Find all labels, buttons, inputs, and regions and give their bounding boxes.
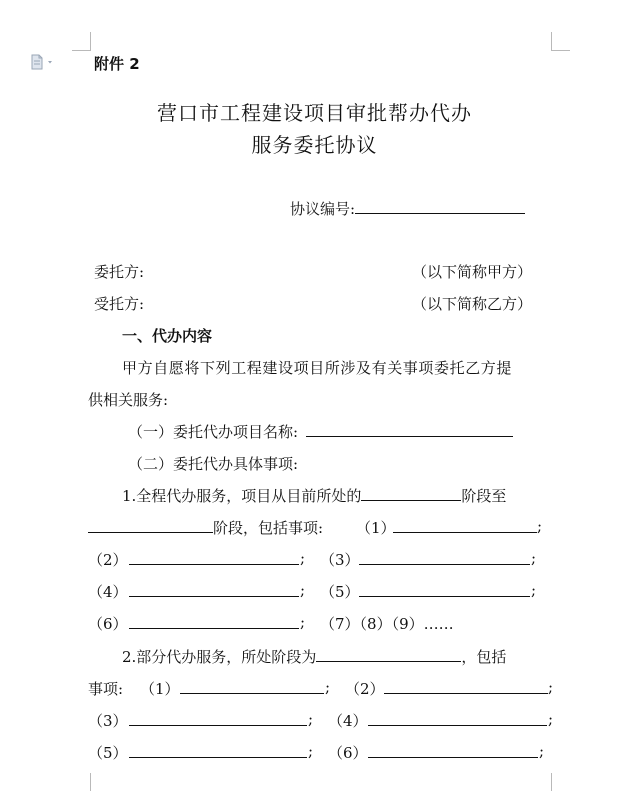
item-number: （5） bbox=[88, 744, 128, 762]
agreement-number-row bbox=[290, 198, 525, 219]
item-blank[interactable] bbox=[180, 678, 324, 694]
semicolon: ; bbox=[300, 549, 306, 567]
item-blank[interactable] bbox=[368, 710, 547, 726]
item-number: （3） bbox=[88, 712, 128, 730]
item-number: （6） bbox=[328, 744, 368, 762]
document-icon[interactable] bbox=[30, 54, 60, 70]
agreement-number-label: 协议编号: bbox=[290, 200, 356, 218]
item-number: （1） bbox=[356, 519, 396, 537]
item-numbers-continued: （7）（8）（9）…… bbox=[320, 615, 454, 633]
item-number: （3） bbox=[320, 551, 360, 569]
semicolon: ; bbox=[531, 549, 537, 567]
item-number: （2） bbox=[88, 551, 128, 569]
item-number: （4） bbox=[328, 712, 368, 730]
project-name-blank[interactable] bbox=[306, 421, 513, 437]
project-name-row bbox=[128, 421, 513, 442]
agent-label: 受托方: bbox=[94, 295, 145, 313]
item-blank[interactable] bbox=[129, 613, 299, 629]
semicolon: ; bbox=[537, 517, 543, 535]
document-title-line1: 营口市工程建设项目审批帮办代办 bbox=[157, 101, 472, 125]
semicolon: ; bbox=[531, 581, 537, 599]
partial-service-suffix: ，包括 bbox=[461, 648, 507, 666]
item-number: （1） bbox=[140, 680, 180, 698]
annex-label: 附件 2 bbox=[94, 55, 140, 73]
paragraph-line: 供相关服务: bbox=[88, 391, 169, 409]
specific-items-label: （二）委托代办具体事项: bbox=[128, 455, 299, 473]
full-service-stage-suffix: 阶段，包括事项: bbox=[213, 519, 324, 537]
item-blank[interactable] bbox=[129, 742, 307, 758]
agreement-number-blank[interactable] bbox=[355, 198, 525, 214]
document-title-line2: 服务委托协议 bbox=[251, 133, 378, 157]
semicolon: ; bbox=[539, 742, 545, 760]
page-corner-mark bbox=[551, 773, 570, 791]
project-name-label: （一）委托代办项目名称: bbox=[128, 423, 299, 441]
principal-label: 委托方: bbox=[94, 263, 145, 281]
item-number: （2） bbox=[345, 680, 385, 698]
agent-note: （以下简称乙方） bbox=[412, 295, 533, 313]
full-service-row bbox=[122, 485, 506, 506]
full-service-mid: 阶段至 bbox=[461, 487, 507, 505]
item-blank[interactable] bbox=[359, 581, 530, 597]
full-service-row bbox=[88, 517, 323, 538]
semicolon: ; bbox=[300, 581, 306, 599]
section-heading: 一、代办内容 bbox=[122, 327, 213, 345]
semicolon: ; bbox=[300, 613, 306, 631]
item-blank[interactable] bbox=[129, 581, 299, 597]
current-stage-blank[interactable] bbox=[361, 485, 461, 501]
semicolon: ; bbox=[325, 678, 331, 696]
partial-stage-blank[interactable] bbox=[316, 646, 461, 662]
page-corner-mark bbox=[72, 32, 91, 51]
principal-note: （以下简称甲方） bbox=[412, 263, 533, 281]
semicolon: ; bbox=[308, 742, 314, 760]
item-blank[interactable] bbox=[393, 517, 537, 533]
item-number: （4） bbox=[88, 583, 128, 601]
partial-items-label: 事项: bbox=[88, 680, 124, 698]
item-blank[interactable] bbox=[368, 742, 538, 758]
full-service-prefix: 1.全程代办服务，项目从目前所处的 bbox=[122, 487, 362, 505]
page-corner-mark bbox=[72, 773, 91, 791]
semicolon: ; bbox=[308, 710, 314, 728]
target-stage-blank[interactable] bbox=[88, 517, 213, 533]
item-blank[interactable] bbox=[384, 678, 548, 694]
partial-service-prefix: 2.部分代办服务，所处阶段为 bbox=[122, 648, 317, 666]
item-number: （6） bbox=[88, 615, 128, 633]
page-corner-mark bbox=[551, 32, 570, 51]
item-number: （5） bbox=[320, 583, 360, 601]
item-blank[interactable] bbox=[129, 549, 299, 565]
partial-service-row bbox=[122, 646, 506, 667]
semicolon: ; bbox=[548, 710, 554, 728]
item-blank[interactable] bbox=[129, 710, 307, 726]
paragraph-line: 甲方自愿将下列工程建设项目所涉及有关事项委托乙方提 bbox=[122, 359, 513, 377]
item-blank[interactable] bbox=[359, 549, 530, 565]
semicolon: ; bbox=[548, 678, 554, 696]
